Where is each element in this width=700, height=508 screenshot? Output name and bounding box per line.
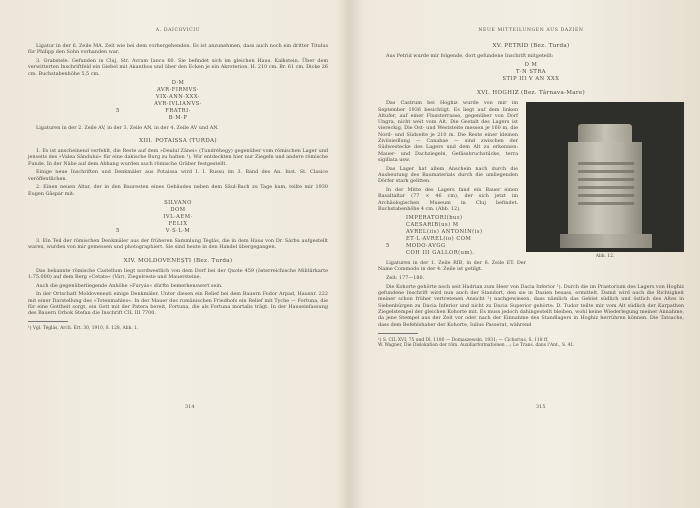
paragraph: Die Kohorte gehörte noch seit Hadrian zum Heer von Dacia Inferior ¹). Durch die im Praetorium des Lagers von Hoghiz gefundene Inschrift wird nun auch der Standort, den sie in Dazien besass, ermittelt. Damit wird auch die Richtigkeit meiner schon früher vertretenen Ansicht ²) nachgewiesen, dass nämlich das Gebiet südlich und östlich des Altes in Siebenbürgen zu Dacia Inferior und nicht zu Dacia Superior gehörte. D. Tudor teilte mir vom Alt südlich der Karpathen Ziegelstempel der gleichen Kohorte mit. Es muss jedoch dahingestellt bleiben, wohl keine Wiederlegung meiner Annahme, da jene Stempel aus der Zeit vor oder nach der Einnahme des Standlagers in Hoghiz herrühren können. Die Tatsache, dass dem Befehlshaber der Kohorte, Iulius Passerat, während [378,283,684,328]
line-number: 5 [116,228,120,235]
inscription-line: D·M [171,79,185,86]
paragraph: Das bekannte römische Castellum liegt nordwestlich von dem Dorf bei der Quote 459 (österreichische Militärkarte 1:75.000) auf dem Berg »Cetate« (Vár). Ziegelreste und Mauersteine. [28,267,328,280]
section-heading: XIII. POTAISSA (TURDA) [139,138,217,145]
photo-caption: Abb. 12. [595,254,615,260]
running-head: A. DAICOVICIU [155,28,201,33]
paragraph: In der Mitte des Lagers fand ein Bauer einen Basaltaltar (77 × 46 cm), der sich jetzt im Archäologischen Museum in Cluj befindet. Buchstabenhöhe 4 cm. (Abb. 12). [378,186,518,212]
footnote: W. Wagner, Die Dislokation der röm. Auxiliarformationen ...; Le Trans. dans l'Ant., S. 41. [378,343,575,349]
inscription-line: B·M·P [168,114,188,121]
inscription [378,62,684,83]
section-heading: XV. PETRID (Bez. Turda) [492,43,570,49]
paragraph: 3. Grabstele. Gefunden in Cluj, Str. Avram Iancu 60. Sie befindet sich im gleichen Haus. Kalkstein. Über dem verwitterten Inschriftfeld ein Giebel mit Akanthos und über den Ecken je ein Akroterion. H. 210 cm. Br. 61 cm. Dicke 26 cm. Buchstabenhöhe 5,5 cm. [28,57,328,77]
paragraph: Zeit: 177—180. [386,275,425,282]
paragraph: Auch die gegenüberliegende Anhöhe »Furyás« dürfte bemerkenswert sein. [36,282,223,289]
inscription-line: IMPERATORI(bus) [406,215,463,222]
left-page [0,0,340,508]
inscription [28,80,328,122]
inscription-line: VIX·ANN·XXX· [155,93,201,100]
paragraph: Ligaturen in der 2. Zeile AV, in der 3. Zeile AN, in der 4. Zeile AV und AN. [36,124,219,131]
paragraph: Das Castrum bei Hoghiz wurde von mir im September 1936 besichtigt. Es liegt auf dem linken Altufer, auf einer Flussterrasse, gegenüber von Dorf Ungra, nicht weit vom Alt. Die Gestalt des Lagers ist viereckig. Die Ost- und Weststeite messen je 160 m, die Nord- und Südseite je 210 m. Die Reste einer kleinen Zivilsiedlung — Canabae — sind zwischen der Südwestecke des Lagers und dem Alt zu erkennen: Mauer- und Dachziegeln, Gefässbruchstücke, terra sigillata usw. [378,100,518,163]
inscription-line: AVREL(iis) ANTONIN(is) [406,229,483,236]
section-heading: XVI. HOGHIZ (Bez. Târnava-Mare) [476,90,585,97]
altar-inscription-lines [578,162,634,210]
paragraph: Aus Petrid wurde mir folgende, dort gefundene Inschrift mitgeteilt: [386,53,554,59]
inscription-line: AVR·IVLIANVS· [154,100,202,107]
paragraph: Einige neue Inschriften und Denkmäler aus Potaissa wird I. I. Russu im 3. Band des An. Inst. St. Clasice veröffentlichen. [28,169,328,182]
inscription-line: DOM [170,207,186,214]
paragraph: Ligatur in der 6. Zeile MA. Zeit wie bei dem vorhergehenden. Es ist anzunehmen, dass auch noch ein dritter Titulus für Philipp den Sohn vorhanden war. [28,43,328,56]
paragraph: 1. Es ist anscheinend verfehlt, die Reste auf dem »Dealul Zânei« (Tundréhegy) gegenüber vom römischen Lager und jenseits des »Valea Sândului« für eine dakische Burg zu halten ¹). Wir entdeckten hier nur Ziegeln und andere römische Funde. In der Nähe auf dem Abhang wurden auch römische Gräber festgestellt. [28,148,328,167]
inscription-line: COH III GALLOR(um). [406,250,475,257]
page-number: 315 [536,404,546,410]
inscription [378,215,684,260]
inscription-line: CAESARIB(us) M [406,222,459,229]
paragraph: 2. Einen neuen Altar, der in den Bauresten eines Gebäudes neben dem Sâul-Bach zu Tage kam, teilte mir 1930 Eugen Gâspár mit: [28,184,328,197]
paragraph: In der Ortschaft Moldovenești einige Denkmäler. Unter diesen ein Relief bei dem Bauern Fodor Arpad, Hausnr. 222 mit einer Darstellung des »Totenmahles«. In der Mauer des rumänischen Friedhofs ein Relief mit Tyche — Fortuna, die für eine Gottheit sorgt, ein Gott mit der Patera bereit, Fortuna, die als Fortuna mortalis trägt. In der Hauseinfassung des Bauern Orbok Stefan die Inschrift CIL III 7700. [28,291,328,317]
footnote: ¹) Vgl. Téglás, Arch. Ért. 30, 1910, S. 128, Abb. 1. [28,326,139,332]
footnote-rule [378,333,418,334]
right-page [356,0,700,508]
inscription-line: FELIX [168,221,188,228]
running-head: NEUE MITTEILUNGEN AUS DAZIEN [478,28,584,33]
inscription-line: 5 FRATRI· [116,107,191,114]
inscription-line: 5 V·S·L·M [116,228,191,235]
line-number: 5 [116,107,120,114]
paragraph: Das Lager hat allem Anschein nach durch die Ausbeutung des Baumaterials durch die umliegenden Dörfer stark gelitten. [378,165,518,185]
inscription-line: T·N STRA [516,69,546,76]
page-number: 314 [185,404,195,410]
inscription-line: AVR·FIRMVS· [156,86,200,93]
altar-crown [578,124,632,144]
inscription-line: STIP III V AN XXX [502,76,560,83]
inscription-line: ET·L·AVREL(io) COM [406,236,472,243]
inscription [28,200,328,235]
footnote: ¹) S. CIL XVI, 75 und Dl. 1180 — Domaszewski, 1931; — Cichorius, S. 118 ff. [378,337,549,343]
inscription-line: D M [524,62,538,69]
footnote-rule [28,321,68,322]
line-number: 5 [386,243,390,250]
section-heading: XIV. MOLDOVENEȘTI (Bez. Turda) [123,257,233,264]
inscription-line: 5 MODO·AVGG [386,243,446,250]
paragraph: 3. Ein Teil der römischen Denkmäler aus der früheren Sammlung Téglás, die in dem Haus von Dr. Sárbu aufgestellt waren, wurden von mir gemessen und photographiert. Sie sind heute in den Handel übergegangen. [28,238,328,251]
inscription-line: IVL·AEM· [163,214,193,221]
paragraph: Ligaturen in der 1. Zeile RIB, in der 6. Zeile ET. Der Name Commodo in der 4. Zeile ist getilgt. [378,260,526,273]
inscription-line: SILVANO [164,200,192,207]
